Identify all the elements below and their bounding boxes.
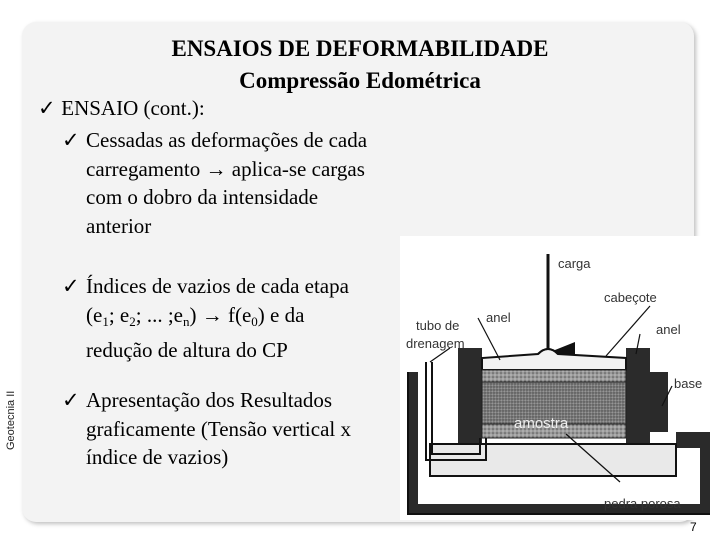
bullet-text-line: Cessadas as deformações de cada — [86, 128, 368, 152]
page-number: 7 — [690, 520, 697, 534]
bullet-text-line: com o dobro da intensidade — [86, 185, 319, 209]
bullet-formula-line: ($e_1$; $e_2$; ... $;e_n) \to f(e_0)$ e da — [86, 302, 305, 329]
bullet-cessadas — [62, 126, 367, 240]
oedometer-diagram — [400, 236, 718, 520]
bullet-ensaio — [38, 96, 205, 121]
course-label: Geotecnia II — [5, 390, 17, 450]
label-amostra: amostra — [514, 415, 569, 432]
checkmark-icon: ✓ — [62, 388, 80, 412]
ring-left — [458, 348, 482, 444]
bullet-text-line: índice de vazios) — [86, 445, 229, 469]
ring-right — [626, 348, 650, 444]
checkmark-icon: ✓ — [62, 128, 80, 152]
label-pedra-porosa: pedra porosa — [604, 496, 681, 511]
bullet-indices — [62, 272, 349, 365]
bullet-text-line: Apresentação dos Resultados — [86, 388, 333, 412]
slide-title: ENSAIOS DE DEFORMABILIDADE — [171, 36, 549, 61]
bullet-ensaio-text: ENSAIO (cont.): — [61, 96, 205, 120]
bullet-apresentacao — [62, 386, 351, 472]
label-anel-left: anel — [486, 310, 511, 325]
label-tubo-2: drenagem — [406, 336, 465, 351]
bullet-text-line: anterior — [86, 213, 152, 238]
label-anel-right: anel — [656, 322, 681, 337]
bullet-text-line: carregamento → aplica-se cargas — [86, 156, 365, 181]
label-carga: carga — [558, 256, 591, 271]
bullet-text-line: redução de altura do CP — [86, 338, 288, 362]
bullet-text-line: Índices de vazios de cada etapa — [86, 274, 349, 298]
bullet-text-line: graficamente (Tensão vertical x — [86, 416, 351, 441]
label-base: base — [674, 376, 703, 391]
label-tubo-1: tubo de — [416, 318, 460, 333]
label-cabecote: cabeçote — [604, 290, 657, 305]
loading-cap — [482, 349, 626, 370]
checkmark-icon: ✓ — [62, 274, 80, 298]
porous-stone-top — [482, 370, 626, 382]
slide-subtitle: Compressão Edométrica — [239, 68, 481, 93]
checkmark-icon: ✓ — [38, 96, 56, 120]
